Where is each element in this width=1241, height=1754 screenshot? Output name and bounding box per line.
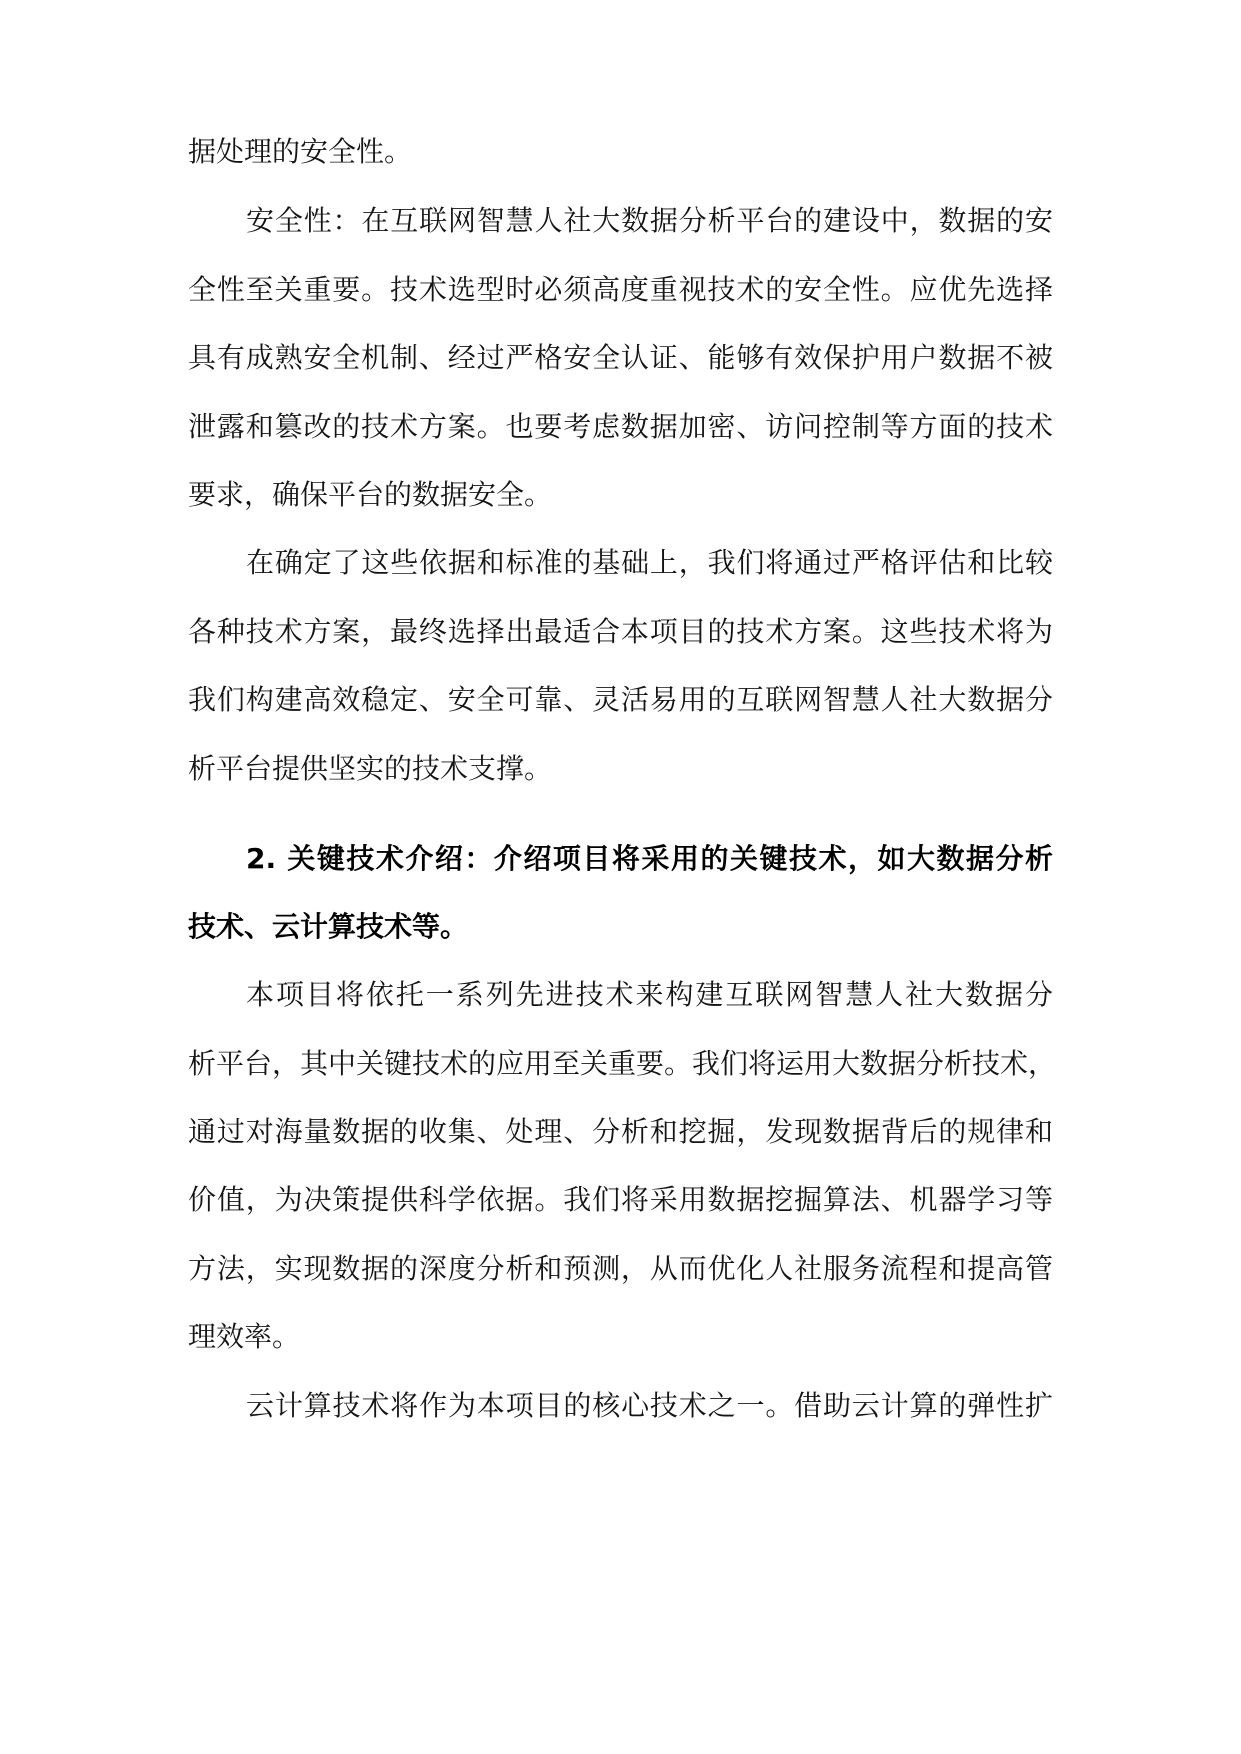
text-line: 各种技术方案，最终选择出最适合本项目的技术方案。这些技术将为 [188,615,1053,648]
text-line: 方法，实现数据的深度分析和预测，从而优化人社服务流程和提高管 [188,1252,1053,1285]
text-line: 云计算技术将作为本项目的核心技术之一。借助云计算的弹性扩 [246,1389,1053,1422]
text-line: 析平台提供坚实的技术支撑。 [188,752,553,785]
text-line: 要求，确保平台的数据安全。 [188,478,553,511]
text-line: 安全性：在互联网智慧人社大数据分析平台的建设中，数据的安 [246,204,1053,237]
text-line: 析平台，其中关键技术的应用至关重要。我们将运用大数据分析技术， [188,1047,1057,1080]
text-line: 在确定了这些依据和标准的基础上，我们将通过严格评估和比较 [246,546,1053,579]
text-line: 本项目将依托一系列先进技术来构建互联网智慧人社大数据分 [246,978,1053,1011]
text-line: 据处理的安全性。 [188,135,413,168]
text-line: 通过对海量数据的收集、处理、分析和挖掘，发现数据背后的规律和 [188,1115,1053,1148]
text-line: 泄露和篡改的技术方案。也要考虑数据加密、访问控制等方面的技术 [188,410,1053,443]
section-heading: 技术、云计算技术等。 [188,910,469,943]
text-line: 我们构建高效稳定、安全可靠、灵活易用的互联网智慧人社大数据分 [188,683,1053,716]
section-heading: 2. 关键技术介绍：介绍项目将采用的关键技术，如大数据分析 [246,842,1053,875]
text-line: 理效率。 [188,1320,301,1353]
text-line: 价值，为决策提供科学依据。我们将采用数据挖掘算法、机器学习等 [188,1183,1053,1216]
text-line: 具有成熟安全机制、经过严格安全认证、能够有效保护用户数据不被 [188,341,1053,374]
text-line: 全性至关重要。技术选型时必须高度重视技术的安全性。应优先选择 [188,273,1053,306]
